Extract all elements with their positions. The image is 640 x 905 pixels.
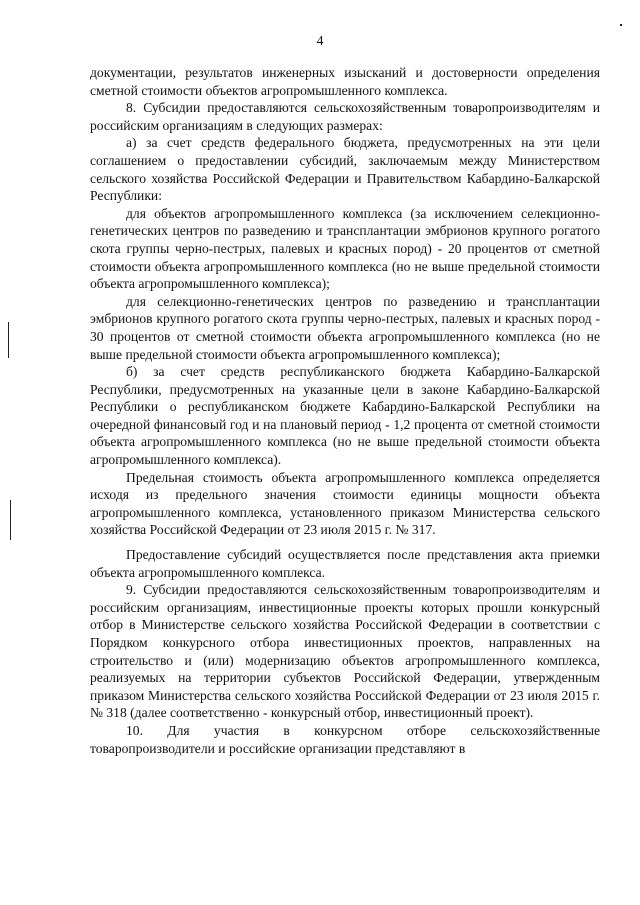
paragraph: б) за счет средств республиканского бюджета Кабардино-Балкарской Республики, предусмотренных на указанные цели в законе Кабардино-Балкарской Республики о республиканском бюджете Кабардино-Балкарской Республики на очередной финансовый год и на плановый период - 1,2 процента от сметной стоимости объекта агропромышленного комплекса (но не выше предельной стоимости объекта агропромышленного комплекса). [90,364,600,468]
paragraph: Предоставление субсидий осуществляется после представления акта приемки объекта агропромышленного комплекса. [90,547,600,580]
scan-mark-left-2 [10,500,11,540]
document-body [90,64,600,757]
page-number: 4 [316,34,324,49]
paragraph: Предельная стоимость объекта агропромышленного комплекса определяется исходя из предельного значения стоимости единицы мощности объекта агропромышленного комплекса, установленного приказом Министерства сельского хозяйства Российской Федерации от 23 июля 2015 г. № 317. [90,469,600,538]
paragraph: а) за счет средств федерального бюджета, предусмотренных на эти цели соглашением о предоставлении субсидий, заключаемым между Министерством сельского хозяйства Российской Федерации и Правительством Кабардино-Балкарской Республики: [90,135,600,204]
paragraph: для селекционно-генетических центров по разведению и трансплантации эмбрионов крупного рогатого скота группы черно-пестрых, палевых и красных пород - 30 процентов от сметной стоимости объекта агропромышленного комплекса (но не выше предельной стоимости объекта агропромышленного комплекса); [90,293,600,362]
scan-mark-left-1 [8,322,9,358]
paragraph: для объектов агропромышленного комплекса (за исключением селекционно-генетических центров по разведению и трансплантации эмбрионов крупного рогатого скота группы черно-пестрых, палевых и красных пород) - 20 процентов от сметной стоимости объекта агропромышленного комплекса (но не выше предельной стоимости объекта агропромышленного комплекса); [90,205,600,292]
paragraph: 8. Субсидии предоставляются сельскохозяйственным товаропроизводителям и российским организациям в следующих размерах: [90,100,600,133]
scan-mark-right-dot [620,24,622,26]
paragraph: документации, результатов инженерных изысканий и достоверности определения сметной стоимости объектов агропромышленного комплекса. [90,65,600,98]
paragraph: 10. Для участия в конкурсном отборе сельскохозяйственные товаропроизводители и российские организации представляют в [90,722,600,756]
paragraph: 9. Субсидии предоставляются сельскохозяйственным товаропроизводителям и российским организациям, инвестиционные проекты которых прошли конкурсный отбор в Министерстве сельского хозяйства Российской Федерации в соответствии с Порядком конкурсного отбора инвестиционных проектов, направленных на строительство и (или) модернизацию объектов агропромышленного комплекса, реализуемых на территории субъектов Российской Федерации, утвержденным приказом Министерства сельского хозяйства Российской Федерации от 23 июля 2015 г. № 318 (далее соответственно - конкурсный отбор, инвестиционный проект). [90,582,600,721]
